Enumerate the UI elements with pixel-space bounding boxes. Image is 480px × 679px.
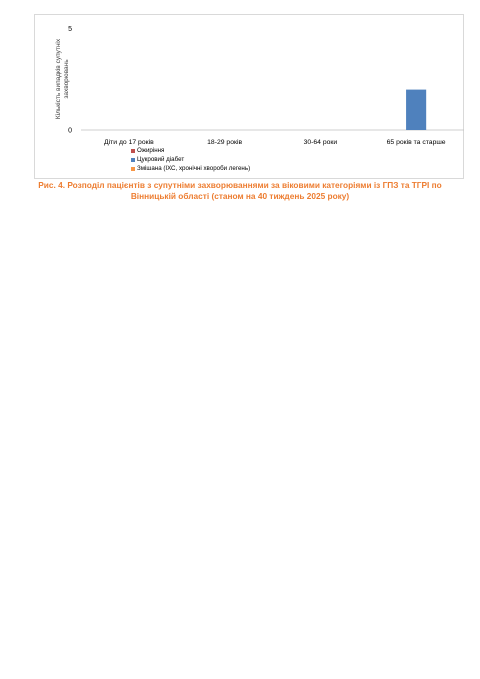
legend-label: Ожиріння (137, 147, 165, 154)
legend-swatch-obesity (131, 149, 135, 153)
caption-line-1: Рис. 4. Розподіл пацієнтів з супутніми захворюваннями за віковими категоріями із ГПЗ та ТГРІ по (38, 180, 442, 190)
y-axis-label: Кількість випадків супутніхзахворювань (55, 38, 70, 120)
x-tick-label: 18-29 років (207, 139, 243, 146)
x-tick-label: 30-64 роки (303, 139, 338, 146)
legend-swatch-mixed (131, 167, 135, 171)
caption-line-2: Вінницькій області (станом на 40 тиждень 2025 року) (130, 191, 350, 201)
legend-item (131, 164, 250, 173)
bar (406, 90, 426, 130)
legend-label: Змішана (ІХС, хронічні хвороби легень) (137, 165, 251, 172)
legend-item (131, 146, 250, 155)
legend (131, 146, 250, 173)
figure-caption (20, 180, 460, 202)
y-tick-label-0: 0 (68, 127, 72, 135)
legend-label: Цукровий діабет (137, 156, 185, 163)
legend-item (131, 155, 250, 164)
legend-swatch-diabetes (131, 158, 135, 162)
x-tick-label: 65 років та старше (386, 139, 446, 146)
x-tick-label: Діти до 17 років (104, 139, 154, 146)
y-tick-label-5: 5 (68, 26, 72, 33)
